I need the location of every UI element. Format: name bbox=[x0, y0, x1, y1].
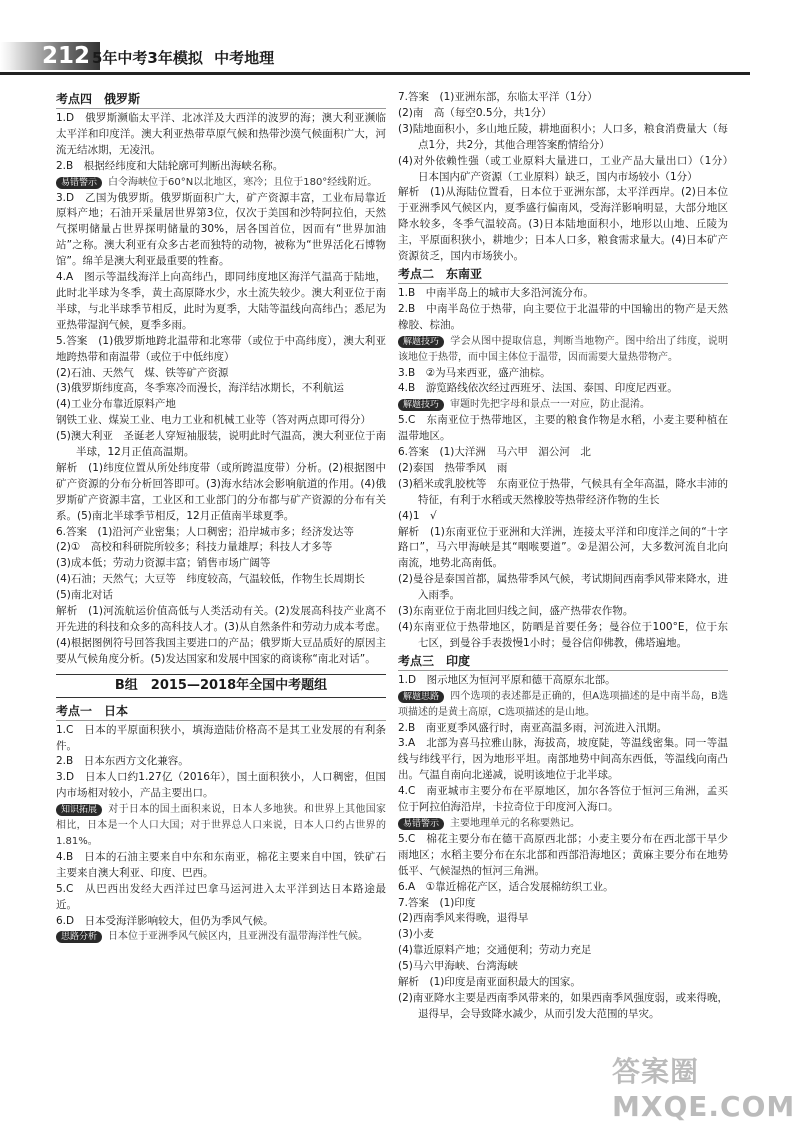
answer-line: 4.A 图示等温线海洋上向高纬凸，即同纬度地区海洋气温高于陆地，此时北半球为冬季，黄土高原降水少，水土流失较少。澳大利亚位于南半球，与北半球季节相反，此时为夏季，大陆等温线向高纬凸；悉尼为亚热带湿润气候，夏季多雨。 bbox=[56, 271, 386, 331]
explanation-line: (4)东南亚位于热带地区，防晒是首要任务；曼谷位于100°E，位于东七区，到曼谷手表拨慢1小时；曼谷信仰佛教，佛塔遍地。 bbox=[398, 621, 728, 649]
answer-line: 3.B ②为马来西亚，盛产油棕。 bbox=[398, 366, 551, 379]
tip-note bbox=[56, 929, 386, 945]
tip-note bbox=[56, 175, 386, 191]
tip-note bbox=[398, 816, 728, 832]
book-name: 5年中考3年模拟 bbox=[92, 49, 203, 67]
answer-line: (2)泰国 热带季风 雨 bbox=[398, 461, 508, 474]
right-column bbox=[398, 90, 739, 1023]
tip-text: 四个选项的表述都是正确的，但A选项描述的是中南半岛，B选项描述的是黄土高原，C选项描述的是山地。 bbox=[398, 690, 728, 718]
tip-text: 日本位于亚洲季风气候区内，且亚洲没有温带海洋性气候。 bbox=[108, 931, 369, 943]
answer-line: (3)成本低；劳动力资源丰富；销售市场广阔等 bbox=[56, 557, 271, 570]
answer-line: 7.答案 (1)亚洲东部，东临太平洋（1分） bbox=[398, 91, 598, 103]
tip-note bbox=[398, 689, 728, 721]
explanation: 解析 (1)印度是南亚面积最大的国家。 bbox=[398, 976, 581, 989]
answer-line: 1.D 俄罗斯濒临太平洋、北冰洋及大西洋的波罗的海；澳大利亚濒临太平洋和印度洋。澳大利亚热带草原气候和热带沙漠气候面积广大，河流无结冰期，无凌汛。 bbox=[56, 112, 386, 156]
tip-text: 主要地理单元的名称要熟记。 bbox=[450, 817, 581, 829]
tip-note bbox=[398, 397, 728, 413]
answer-line: 1.B 中南半岛上的城市大多沿河流分布。 bbox=[398, 286, 594, 299]
answer-line: 1.C 日本的平原面积狭小，填海造陆价格高不是其工业发展的有利条件。 bbox=[56, 723, 386, 752]
answer-line: 7.答案 (1)印度 bbox=[398, 896, 476, 909]
tip-text: 白令海峡位于60°N以北地区，寒冷；且位于180°经线附近。 bbox=[108, 176, 378, 188]
answer-line: 5.答案 (1)俄罗斯地跨北温带和北寒带（或位于中高纬度），澳大利亚地跨热带和南温带（或位于中低纬度） bbox=[56, 334, 386, 363]
page-header bbox=[0, 0, 750, 80]
header-rule bbox=[0, 72, 750, 75]
left-column bbox=[56, 90, 386, 945]
answer-line: (3)俄罗斯纬度高，冬季寒冷而漫长，海洋结冰期长，不利航运 bbox=[56, 382, 344, 395]
answer-line: (5)马六甲海峡、台湾海峡 bbox=[398, 960, 518, 973]
explanation-line: (3)东南亚位于南北回归线之间，盛产热带农作物。 bbox=[398, 605, 634, 618]
tip-note bbox=[56, 802, 386, 850]
answer-line: 4.B 日本的石油主要来自中东和东南亚，棉花主要来自中国，铁矿石主要来自澳大利亚、印度、巴西。 bbox=[56, 850, 386, 879]
section-title-southeast-asia: 考点二 东南亚 bbox=[398, 265, 728, 284]
tip-note bbox=[398, 334, 728, 366]
tip-text: 对于日本的国土面积来说，日本人多地狭。和世界上其他国家相比，日本是一个人口大国；对于世界总人口来说，日本人口约占世界的1.81%。 bbox=[56, 804, 386, 847]
tip-tag: 知识拓展 bbox=[56, 804, 102, 816]
answer-line: 钢铁工业、煤炭工业、电力工业和机械工业等（答对两点即可得分） bbox=[56, 414, 371, 427]
answer-line: (2)① 高校和科研院所较多；科技力量雄厚；科技人才多等 bbox=[56, 541, 333, 554]
answer-line: (2)西南季风来得晚，退得早 bbox=[398, 912, 529, 925]
answer-line: (4)1 √ bbox=[398, 509, 437, 522]
explanation: 解析 (1)从海陆位置看，日本位于亚洲东部，太平洋西岸。(2)日本位于亚洲季风气候区内，夏季盛行偏南风，受海洋影响明显，大部分地区降水较多，冬季气温较高。(3)日本陆地面积小，地形以山地、丘陵为主，平原面积狭小，耕地少；日本人口多，粮食需求量大。(4)日本矿产资源贫乏，国内市场狭小。 bbox=[398, 186, 728, 263]
answer-line: (5)南北对话 bbox=[56, 589, 113, 602]
answer-line: 6.A ①靠近棉花产区，适合发展棉纺织工业。 bbox=[398, 880, 614, 893]
answer-line: (3)陆地面积小，多山地丘陵，耕地面积小；人口多，粮食消费量大（每点1分，共2分，其他合理答案酌情给分） bbox=[398, 122, 728, 151]
answer-line: 1.D 图示地区为恒河平原和德干高原东北部。 bbox=[398, 673, 616, 686]
answer-line: 2.B 中南半岛位于热带，向主要位于北温带的中国输出的物产是天然橡胶、棕油。 bbox=[398, 302, 728, 331]
section-title-india: 考点三 印度 bbox=[398, 652, 728, 671]
explanation: 解析 (1)东南亚位于亚洲和大洋洲，连接太平洋和印度洋之间的“十字路口”，马六甲海峡是其“咽喉要道”。②是湄公河，大多数河流自北向南流，地势北高南低。 bbox=[398, 525, 728, 570]
tip-tag: 解题思路 bbox=[398, 691, 444, 703]
watermark-logo: 答案圈 MXQE.COM bbox=[612, 1055, 795, 1123]
answer-line: 5.C 从巴西出发经大西洋过巴拿马运河进入太平洋到达日本路途最近。 bbox=[56, 882, 386, 911]
answer-line: 6.答案 (1)沿河产业密集；人口稠密；沿岸城市多；经济发达等 bbox=[56, 525, 354, 538]
answer-line: 4.C 南亚城市主要分布在平原地区，加尔各答位于恒河三角洲，孟买位于阿拉伯海沿岸，卡拉奇位于印度河入海口。 bbox=[398, 785, 728, 814]
answer-line: (4)靠近原料产地；交通便利；劳动力充足 bbox=[398, 944, 592, 957]
answer-line: (4)对外依赖性强（或工业原料大量进口，工业产品大量出口）（1分） 日本国内矿产资源（工业原料）缺乏，国内市场较小（1分） bbox=[398, 154, 739, 183]
answer-line: 4.B 游览路线依次经过西班牙、法国、泰国、印度尼西亚。 bbox=[398, 382, 678, 395]
answer-line: 3.D 乙国为俄罗斯。俄罗斯面积广大，矿产资源丰富，工业布局靠近原料产地；石油开采量居世界第3位，仅次于美国和沙特阿拉伯，天然气探明储量占世界探明储量的30%，居各国首位，因而有“世界加油站”之称。澳大利亚有众多古老而独特的动物，被称为“世界活化石博物馆”。绵羊是澳大利亚最重要的牲畜。 bbox=[56, 191, 386, 268]
explanation: 解析 (1)纬度位置从所处纬度带（或所跨温度带）分析。(2)根据图中矿产资源的分布分析回答即可。(3)海水结冰会影响航道的作用。(4)俄罗斯矿产资源丰富，工业区和工业部门的分布都与矿产资源的分布有关系。(5)南北半球季节相反，12月正值南半球夏季。 bbox=[56, 461, 386, 522]
tip-text: 学会从图中提取信息，判断当地物产。图中给出了纬度，说明该地位于热带，而中国主体位于温带，因而需要大量热带物产。 bbox=[398, 335, 728, 363]
page-number: 212 bbox=[42, 43, 91, 69]
answer-line: (3)小麦 bbox=[398, 928, 434, 941]
answer-line: 6.D 日本受海洋影响较大，但仍为季风气候。 bbox=[56, 914, 274, 927]
answer-line: 5.C 东南亚位于热带地区，主要的粮食作物是水稻，小麦主要种植在温带地区。 bbox=[398, 414, 728, 443]
explanation: 解析 (1)河流航运价值高低与人类活动有关。(2)发展高科技产业离不开先进的科技和众多的高科技人才。(3)从自然条件和劳动力成本考虑。(4)根据图例符号回答我国主要进口的产品；俄罗斯大豆品质好的原因主要从气候角度分析。(5)发达国家和发展中国家的商谈称“南北对话”。 bbox=[56, 605, 386, 665]
answer-line: 2.B 日本东西方文化兼容。 bbox=[56, 755, 189, 768]
answer-line: (4)工业分布靠近原料产地 bbox=[56, 398, 176, 411]
tip-tag: 易错警示 bbox=[398, 818, 444, 830]
answer-line: 5.C 棉花主要分布在德干高原西北部；小麦主要分布在西北部干旱少雨地区；水稻主要分布在东北部和西部沿海地区；黄麻主要分布在地势低平、气候湿热的恒河三角洲。 bbox=[398, 832, 728, 877]
section-title-russia: 考点四 俄罗斯 bbox=[56, 90, 386, 109]
answer-line: 6.答案 (1)大洋洲 马六甲 湄公河 北 bbox=[398, 446, 591, 459]
answer-line: (3)稻米或乳胶枕等 东南亚位于热带，气候具有全年高温，降水丰沛的特征，有利于水稻或天然橡胶等热带经济作物的生长 bbox=[398, 477, 728, 506]
answer-line: 3.A 北部为喜马拉雅山脉，海拔高，坡度陡，等温线密集。同一等温线与纬线平行，因为地形平坦。南部地势中间高东西低，等温线向南凸出。气温自南向北递减，说明该地位于北半球。 bbox=[398, 737, 728, 782]
answer-line: 2.B 根据经纬度和大陆轮廓可判断出海峡名称。 bbox=[56, 159, 284, 172]
section-title-japan: 考点一 日本 bbox=[56, 702, 386, 721]
explanation-line: (2)南亚降水主要是西南季风带来的，如果西南季风强度弱，或来得晚，退得早，会导致降水减少，从而引发大范围的旱灾。 bbox=[398, 991, 728, 1020]
tip-tag: 易错警示 bbox=[56, 177, 102, 189]
answer-line: 2.B 南亚夏季风盛行时，南亚高温多雨，河流进入汛期。 bbox=[398, 721, 668, 734]
book-title bbox=[92, 47, 274, 68]
answer-line: (2)石油、天然气 煤、铁等矿产资源 bbox=[56, 366, 229, 379]
answer-line: (4)石油；天然气；大豆等 纬度较高，气温较低，作物生长周期长 bbox=[56, 573, 365, 586]
answer-line: (2)南 高（每空0.5分，共1分） bbox=[398, 106, 552, 119]
answer-line: (5)澳大利亚 圣诞老人穿短袖服装，说明此时气温高，澳大利亚位于南半球，12月正值高温期。 bbox=[56, 430, 386, 459]
tip-tag: 解题技巧 bbox=[398, 336, 444, 348]
tip-text: 审题时先把字母和景点一一对应，防止混淆。 bbox=[450, 399, 651, 411]
explanation-line: (2)曼谷是泰国首都，属热带季风气候，考试期间西南季风带来降水，进入雨季。 bbox=[398, 573, 728, 602]
subject-name: 中考地理 bbox=[214, 49, 275, 67]
answer-line: 3.D 日本人口约1.27亿（2016年），国土面积狭小，人口稠密，但国内市场相对较小，产品主要出口。 bbox=[56, 771, 386, 800]
group-b-title: B组 2015—2018年全国中考题组 bbox=[56, 674, 386, 698]
tip-tag: 思路分析 bbox=[56, 931, 102, 943]
tip-tag: 解题技巧 bbox=[398, 399, 444, 411]
